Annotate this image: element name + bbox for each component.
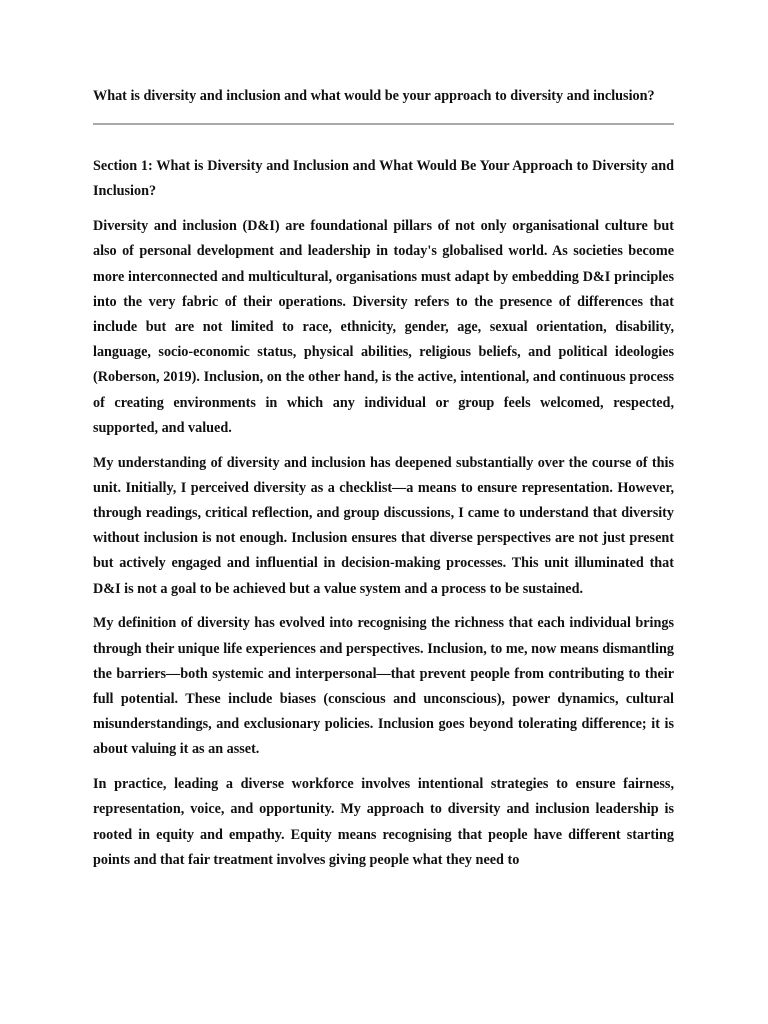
document-page	[93, 84, 674, 873]
section-heading: Section 1: What is Diversity and Inclusion and What Would Be Your Approach to Diversity and Inclusion?	[93, 158, 674, 200]
body-paragraph: My definition of diversity has evolved into recognising the richness that each individual brings through their unique life experiences and perspectives. Inclusion, to me, now means dismantling the barriers—both systemic and interpersonal—that prevent people from contributing to their full potential. These include biases (conscious and unconscious), power dynamics, cultural misunderstandings, and exclusionary policies. Inclusion goes beyond tolerating difference; it is about valuing it as an asset.	[93, 615, 674, 758]
question-title: What is diversity and inclusion and what would be your approach to diversity and inclusion?	[93, 88, 655, 104]
body-paragraph: My understanding of diversity and inclusion has deepened substantially over the course of this unit. Initially, I perceived diversity as a checklist—a means to ensure representation. However, through readings, critical reflection, and group discussions, I came to understand that diversity without inclusion is not enough. Inclusion ensures that diverse perspectives are not just present but actively engaged and influential in decision-making processes. This unit illuminated that D&I is not a goal to be achieved but a value system and a process to be sustained.	[93, 454, 674, 597]
body-paragraph: In practice, leading a diverse workforce involves intentional strategies to ensure fairness, representation, voice, and opportunity. My approach to diversity and inclusion leadership is rooted in equity and empathy. Equity means recognising that people have different starting points and that fair treatment involves giving people what they need to	[93, 776, 674, 868]
horizontal-divider	[93, 123, 674, 125]
body-paragraph: Diversity and inclusion (D&I) are foundational pillars of not only organisational culture but also of personal development and leadership in today's globalised world. As societies become more interconnected and multicultural, organisations must adapt by embedding D&I principles into the very fabric of their operations. Diversity refers to the presence of differences that include but are not limited to race, ethnicity, gender, age, sexual orientation, disability, language, socio-economic status, physical abilities, religious beliefs, and political ideologies (Roberson, 2019). Inclusion, on the other hand, is the active, intentional, and continuous process of creating environments in which any individual or group feels welcomed, respected, supported, and valued.	[93, 218, 674, 436]
